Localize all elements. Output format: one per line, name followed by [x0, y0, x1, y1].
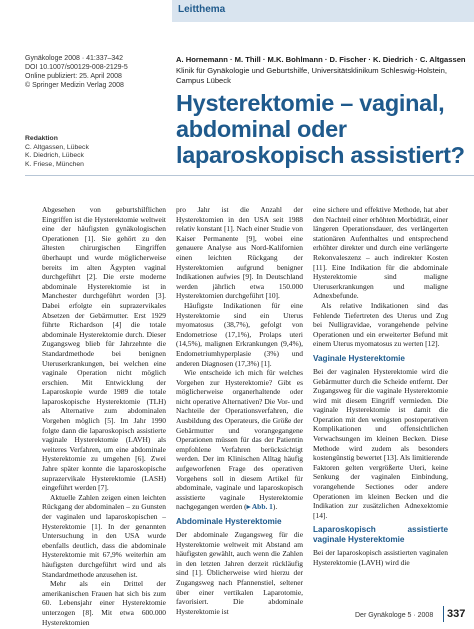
author-list: A. Hornemann · M. Thill · M.K. Bohlmann · D. Fischer · K. Diedrich · C. Altgassen	[176, 55, 466, 64]
affiliation: Klinik für Gynäkologie und Geburtshilfe, Universitätsklinikum Schleswig-Holstein, Campus Lübeck	[176, 66, 447, 85]
page-number: 337	[447, 608, 466, 620]
paragraph: Der abdominale Zugangsweg für die Hysterektomie weltweit mit Abstand am häufigsten gewählt, auch wenn die Zahlen in den letzten Jahren derzeit rückläufig sind [1]. Üblicherweise wird hierzu der Zugangsweg nach Pfannenstiel, seltener über einer vertikalen Laparotomie, favorisiert. Die abdominale Hysterektomie ist	[176, 530, 303, 616]
editors-box	[25, 135, 155, 169]
journal-meta	[25, 54, 160, 90]
paragraph: Bei der vaginalen Hysterektomie wird die Gebärmutter durch die Scheide entfernt. Der Zugangsweg für die vaginale Hysterektomie wird mit diesem Eingriff vermieden. Die vaginale Hysterektomie ist damit die Operation mit den wenigsten postoperativen Komplikationen und offensichtlichen Verwachsungen im kleinen Becken. Diese Methode wird zudem als besonders kostengünstig bewertet [13]. Als limitierende Faktoren gelten vergrößerte Uteri, keine Senkung der vaginalen Einbindung, vorangehende Sectiones oder andere Operationen im kleinen Becken und die Indikation zur zusätzlichen Adnexektomie [14].	[313, 366, 448, 520]
text-column-3	[313, 205, 448, 568]
editors-heading: Redaktion	[25, 135, 58, 142]
paragraph: eine sichere und effektive Methode, hat aber den Nachteil einer erhöhten Morbidität, einer längeren Operationsdauer, des verlängerten stationären Aufenthaltes und entsprechend erhöhter direkter und durch eine verlängerte Rekonvaleszenz – auch indirekter Kosten [11]. Eine Indikation für die abdominale Hysterektomie sind maligne Uteruserkrankungen und maligne Adnexbefunde.	[313, 205, 448, 301]
paragraph-text: Wie entscheide ich mich für welches Vorgehen zur Hysterektomie? Gibt es möglicherweise organerhaltende oder nicht operative Alternativen? Die Vor- und Nachteile der Operationsverfahren, die Ausbildung des Operateurs, die Größe der Gebärmutter und vorangegangene Operationen müssen für das der Patientin empfohlene Verfahren berücksichtigt werden. Der im Klinischen Alltag häufig aufgeworfenen Frage des operativen Vorgehens soll in diesem Artikel für abdominale, vaginale und laparoskopisch assistierte vaginale Hysterektomie nachgegangen werden (	[176, 368, 303, 512]
journal-doi: DOI 10.1007/s00129-008-2129-5	[25, 64, 128, 71]
editor-name: K. Diedrich, Lübeck	[25, 152, 84, 160]
paragraph: Bei der laparoskopisch assistierten vaginalen Hysterektomie (LAVH) wird die	[313, 548, 448, 567]
figure-ref-label: Abb. 1	[251, 502, 273, 512]
section-heading-abdominal: Abdominale Hysterektomie	[176, 517, 282, 526]
journal-copyright: © Springer Medizin Verlag 2008	[25, 82, 124, 89]
footer-rule	[443, 606, 444, 622]
paragraph: Aktuelle Zahlen zeigen einen leichten Rückgang der abdominalen – zu Gunsten der vaginalen und laparoskopischen – Hysterektomie [1]. In der genannten Untersuchung in den USA wurde ebenfalls deutlich, dass die abdominale Hysterektomie mit 67,9% weiterhin am häufigsten durchgeführt wird und als Standardmethode anzusehen ist.	[42, 492, 166, 579]
editor-name: C. Altgassen, Lübeck	[25, 143, 89, 151]
paragraph	[176, 368, 303, 512]
header-divider	[25, 175, 474, 176]
journal-online-date: Online publiziert: 25. April 2008	[25, 73, 122, 80]
article-title: Hysterektomie – vaginal, abdominal oder laparoskopisch assistiert?	[176, 90, 465, 168]
figure-ref-link[interactable]: ▸ Abb. 1	[246, 502, 273, 512]
journal-citation: Gynäkologe 2008 · 41:337–342	[25, 55, 124, 62]
text-column-1	[42, 205, 166, 627]
paragraph: Häufigste Indikationen für eine Hysterektomie sind ein Uterus myomatosus (38,7%), gefolgt von Endometriose (17,1%), Prolaps uteri (14,5%), malignen Erkrankungen (9,4%), Endometriumhyperplasie (3%) und anderen Diagnosen (17,3%) [1].	[176, 300, 303, 368]
section-label: Leitthema	[178, 4, 226, 15]
section-heading-vaginal: Vaginale Hysterektomie	[313, 353, 405, 363]
footer-journal: Der Gynäkologe 5 · 2008	[355, 612, 434, 619]
paragraph: Als relative Indikationen sind das Fehlende Tiefertreten des Uterus und Zug bei Nulligravidae, vorangehende pelvine Operationen und ein erweiterter Befund mit einem Uterus myomatosus zu werten [12].	[313, 300, 448, 349]
section-heading-lavh: Laparoskopisch assistierte vaginale Hysterektomie	[313, 525, 448, 545]
text-column-2	[176, 205, 303, 616]
editor-name: K. Friese, München	[25, 160, 84, 168]
paragraph-text-end: ).	[272, 502, 278, 512]
paragraph: Mehr als ein Drittel der amerikanischen Frauen hat sich bis zum 60. Lebensjahr einer Hysterektomie unterzogen [8]. Mit etwa 600.000 Hysterektomien	[42, 579, 166, 627]
paragraph: Abgesehen von geburtshilflichen Eingriffen ist die Hysterektomie weltweit eine der häufigsten gynäkologischen Operationen [1]. Sie gehört zu den ältesten chirurgischen Eingriffen überhaupt und wurde möglicherweise bereits im alten Ägypten vaginal durchgeführt [2]. Die erste moderne abdominale Hysterektomie ist in Manchester durchgeführt worden [3]. Dabei erfolgte ein suprazervikales Absetzen der Gebärmutter. Erst 1929 führte Richardson [4] die totale abdominale Hysterektomie durch. Dieser Zugangsweg blieb für Jahrzehnte die Standardmethode bei benignen Uteruserkrankungen, bei welchen eine vaginale Operation nicht möglich erschien. Mit Entwicklung der Laparoskopie wurde 1989 die totale laparoskopische Hysterektomie (TLH) als Alternative zum abdominalen Vorgehen möglich [5]. Im Jahr 1990 folgte dann die laparoskopisch assistierte vaginale Hysterektomie (LAVH) als weiteres Verfahren, um eine abdominale Hysterektomie zu umgehen [6]. Zwei Jahre später konnte die laparoskopische suprazervikale Hysterektomie (LASH) eingeführt werden [7].	[42, 205, 166, 493]
paragraph: pro Jahr ist die Anzahl der Hysterektomien in den USA seit 1988 relativ konstant [1]. Nach einer Studie von Kaiser Permanente [9], wobei eine genauere Analyse aus Nord-Kalifornien einen leichten Rückgang der Hysterektomien aufgrund benigner Indikationen aufwies [9]. In Deutschland werden jährlich etwa 150.000 Hysterektomien durchgeführt [10].	[176, 205, 303, 301]
